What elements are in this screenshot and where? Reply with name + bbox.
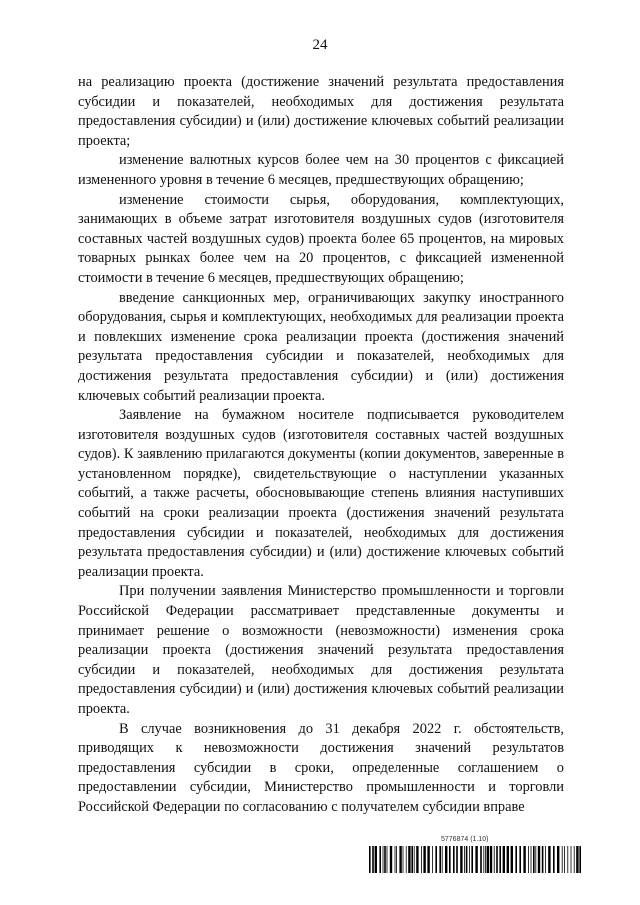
barcode-bar — [396, 846, 397, 873]
barcode-bar — [545, 846, 546, 873]
barcode-bar — [399, 846, 401, 873]
barcode-bar — [511, 846, 513, 873]
barcode-bar — [411, 846, 413, 873]
barcode-bar — [574, 846, 575, 873]
barcode-bar — [553, 846, 555, 873]
barcode-bar — [567, 846, 568, 873]
document-code: 5776874 (1.10) — [441, 836, 489, 843]
barcode-bar — [531, 846, 532, 873]
barcode-bar — [487, 846, 489, 873]
barcode-bar — [414, 846, 415, 873]
barcode-bar — [432, 846, 433, 873]
barcode-bar — [562, 846, 563, 873]
barcode-bar — [439, 846, 441, 873]
barcode-bar — [523, 846, 525, 873]
barcode-bar — [485, 846, 486, 873]
paragraph-1: на реализацию проекта (достижение значений результата предоставления субсидии и показателей, необходимых для достижения результата предоставления субсидии) и (или) достижение ключевых событий реализации проекта; — [78, 74, 564, 149]
barcode-bar — [475, 846, 477, 873]
barcode-bar — [369, 846, 371, 873]
barcode-bar — [579, 846, 581, 873]
barcode-bar — [406, 846, 407, 873]
barcode-bar — [416, 846, 418, 873]
paragraph-3: изменение стоимости сырья, оборудования, комплектующих, занимающих в объеме затрат изготовителя воздушных судов (изготовителя составных частей воздушных судов) проекта более 65 процентов, на мировых товарных рынках более чем на 20 процентов, с фиксацией измененной стоимости в течение 6 месяцев, предшествующих обращению; — [78, 191, 564, 286]
barcode-bar — [507, 846, 509, 873]
barcode-bar — [453, 846, 455, 873]
barcode-bar — [460, 846, 462, 873]
barcode-bar — [571, 846, 572, 873]
barcode-bar — [466, 846, 468, 873]
barcode-icon — [369, 846, 581, 873]
barcode-bar — [445, 846, 447, 873]
paragraph-7: В случае возникновения до 31 декабря 2022 г. обстоятельств, приводящих к невозможности достижения значений результатов предоставления субсидии в сроки, определенные соглашением о предоставлении субсидии, Министерство промышленности и торговли Российской Федерации по согласованию с получателем субсидии вправе — [78, 720, 564, 815]
barcode-bar — [483, 846, 484, 873]
paragraph-4: введение санкционных мер, ограничивающих закупку иностранного оборудования, сырья и комплектующих, необходимых для реализации проекта и повлекших изменение срока реализации проекта (достижения значений результата предоставления субсидии и показателей, необходимых для достижения результата предоставления субсидии) и (или) достижения ключевых событий реализации проекта. — [78, 289, 564, 404]
barcode-bar — [542, 846, 544, 873]
barcode-bar — [494, 846, 495, 873]
barcode-bar — [435, 846, 437, 873]
barcode-bar — [421, 846, 422, 873]
barcode-bar — [384, 846, 386, 873]
barcode-bar — [408, 846, 410, 873]
page-number: 24 — [312, 37, 328, 53]
barcode-bar — [442, 846, 443, 873]
barcode-bar — [387, 846, 388, 873]
barcode-bar — [496, 846, 498, 873]
barcode-bar — [449, 846, 451, 873]
barcode-bar — [464, 846, 465, 873]
barcode-bar — [490, 846, 492, 873]
barcode-bar — [469, 846, 470, 873]
barcode-bar — [503, 846, 505, 873]
barcode-bar — [379, 846, 381, 873]
paragraph-2: изменение валютных курсов более чем на 30 процентов с фиксацией измененного уровня в течение 6 месяцев, предшествующих обращению; — [78, 152, 564, 188]
barcode-bar — [538, 846, 540, 873]
paragraph-6: При получении заявления Министерство промышленности и торговли Российской Федерации рассматривает представленные документы и принимает решение о возможности (невозможности) изменения срока реализации проекта (достижения значений результата предоставления субсидии и показателей, необходимых для достижения результата предоставления субсидии) и (или) достижения ключевых событий реализации проекта. — [78, 583, 564, 717]
barcode-bar — [390, 846, 392, 873]
barcode-bar — [375, 846, 377, 873]
barcode-bar — [383, 846, 384, 873]
barcode-bar — [395, 846, 396, 873]
paragraph-5: Заявление на бумажном носителе подписывается руководителем изготовителя воздушных судов (изготовителя составных частей воздушных судов). К заявлению прилагаются документы (копии документов, заверенные в установленном порядке), свидетельствующие о наступлении указанных событий, а также расчеты, обосновывающие степень влияния наступивших событий на сроки реализации проекта (достижения значений результата предоставления субсидии и показателей, необходимых для достижения результата предоставления субсидии) и (или) достижение ключевых событий реализации проекта. — [78, 407, 564, 580]
barcode-bar — [456, 846, 458, 873]
barcode-bar — [576, 846, 578, 873]
barcode-bar — [427, 846, 429, 873]
barcode-bar — [564, 846, 565, 873]
barcode-bar — [535, 846, 536, 873]
barcode-bar — [528, 846, 529, 873]
barcode-bar — [533, 846, 535, 873]
barcode-bar — [471, 846, 473, 873]
barcode-bar — [403, 846, 404, 873]
barcode-bar — [557, 846, 559, 873]
barcode-bar — [423, 846, 425, 873]
barcode-bar — [499, 846, 501, 873]
barcode-bar — [548, 846, 550, 873]
barcode-bar — [372, 846, 374, 873]
barcode-bar — [515, 846, 517, 873]
document-body — [78, 73, 564, 818]
barcode-bar — [480, 846, 482, 873]
barcode-bar — [519, 846, 521, 873]
